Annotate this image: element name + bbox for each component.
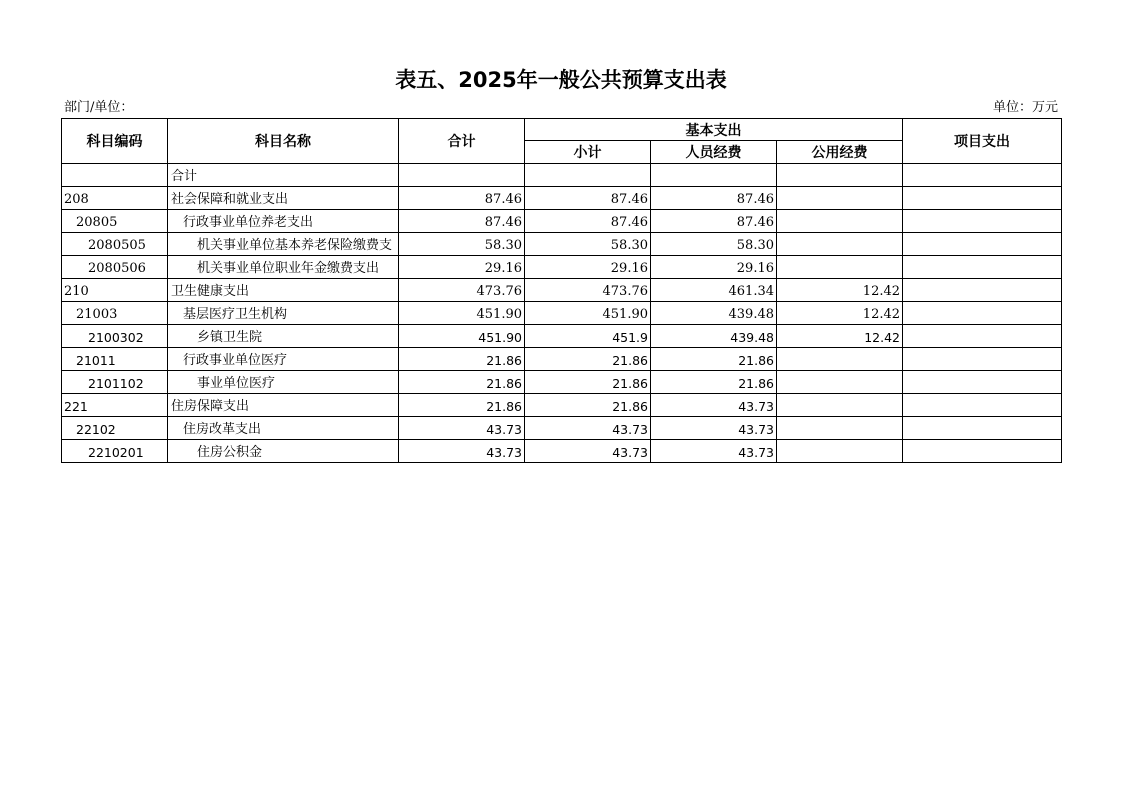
- cell-public: [777, 210, 903, 233]
- table-row: [62, 348, 1062, 371]
- cell-project: [903, 440, 1062, 463]
- cell-subtotal: 21.86: [525, 348, 651, 371]
- header-personnel: 人员经费: [651, 141, 777, 164]
- cell-name: 住房保障支出: [168, 394, 399, 417]
- cell-project: [903, 233, 1062, 256]
- cell-public: [777, 233, 903, 256]
- cell-code: 2210201: [62, 440, 168, 463]
- table-row: [62, 417, 1062, 440]
- cell-total: [399, 164, 525, 187]
- table-row: [62, 164, 1062, 187]
- header-total: 合计: [399, 119, 525, 164]
- cell-code: 210: [62, 279, 168, 302]
- table-row: [62, 371, 1062, 394]
- cell-public: 12.42: [777, 325, 903, 348]
- cell-subtotal: 87.46: [525, 210, 651, 233]
- cell-name: 乡镇卫生院: [168, 325, 399, 348]
- cell-name: 合计: [168, 164, 399, 187]
- cell-public: [777, 417, 903, 440]
- cell-project: [903, 279, 1062, 302]
- cell-project: [903, 325, 1062, 348]
- cell-project: [903, 210, 1062, 233]
- cell-name: 住房改革支出: [168, 417, 399, 440]
- cell-name: 基层医疗卫生机构: [168, 302, 399, 325]
- cell-code: 21003: [62, 302, 168, 325]
- cell-public: [777, 371, 903, 394]
- cell-personnel: 43.73: [651, 417, 777, 440]
- cell-personnel: 58.30: [651, 233, 777, 256]
- table-row: [62, 302, 1062, 325]
- cell-code: 2080505: [62, 233, 168, 256]
- cell-public: [777, 394, 903, 417]
- cell-total: 21.86: [399, 394, 525, 417]
- cell-code: 2100302: [62, 325, 168, 348]
- cell-personnel: 439.48: [651, 302, 777, 325]
- cell-public: [777, 164, 903, 187]
- cell-name: 行政事业单位医疗: [168, 348, 399, 371]
- cell-total: 87.46: [399, 187, 525, 210]
- cell-subtotal: 87.46: [525, 187, 651, 210]
- cell-total: 21.86: [399, 371, 525, 394]
- table-row: [62, 187, 1062, 210]
- cell-personnel: 439.48: [651, 325, 777, 348]
- cell-subtotal: [525, 164, 651, 187]
- cell-name: 住房公积金: [168, 440, 399, 463]
- cell-public: [777, 348, 903, 371]
- header-code: 科目编码: [62, 119, 168, 164]
- cell-total: 43.73: [399, 417, 525, 440]
- cell-total: 473.76: [399, 279, 525, 302]
- table-row: [62, 440, 1062, 463]
- cell-personnel: 87.46: [651, 210, 777, 233]
- cell-personnel: [651, 164, 777, 187]
- cell-project: [903, 371, 1062, 394]
- cell-personnel: 21.86: [651, 348, 777, 371]
- cell-public: 12.42: [777, 279, 903, 302]
- cell-code: 20805: [62, 210, 168, 233]
- cell-subtotal: 58.30: [525, 233, 651, 256]
- cell-total: 87.46: [399, 210, 525, 233]
- cell-name: 机关事业单位基本养老保险缴费支: [168, 233, 399, 256]
- cell-total: 43.73: [399, 440, 525, 463]
- header-name: 科目名称: [168, 119, 399, 164]
- cell-name: 社会保障和就业支出: [168, 187, 399, 210]
- cell-total: 451.90: [399, 325, 525, 348]
- table-row: [62, 325, 1062, 348]
- cell-code: 21011: [62, 348, 168, 371]
- header-basic: 基本支出: [525, 119, 903, 141]
- cell-project: [903, 394, 1062, 417]
- cell-personnel: 43.73: [651, 440, 777, 463]
- cell-public: 12.42: [777, 302, 903, 325]
- cell-name: 行政事业单位养老支出: [168, 210, 399, 233]
- cell-name: 事业单位医疗: [168, 371, 399, 394]
- cell-public: [777, 440, 903, 463]
- cell-subtotal: 43.73: [525, 440, 651, 463]
- cell-subtotal: 43.73: [525, 417, 651, 440]
- cell-subtotal: 473.76: [525, 279, 651, 302]
- header-public: 公用经费: [777, 141, 903, 164]
- cell-subtotal: 21.86: [525, 394, 651, 417]
- cell-personnel: 43.73: [651, 394, 777, 417]
- cell-total: 451.90: [399, 302, 525, 325]
- table-row: [62, 256, 1062, 279]
- table-row: [62, 394, 1062, 417]
- table-row: [62, 210, 1062, 233]
- cell-code: 208: [62, 187, 168, 210]
- cell-public: [777, 256, 903, 279]
- cell-project: [903, 187, 1062, 210]
- cell-project: [903, 302, 1062, 325]
- table-row: [62, 279, 1062, 302]
- cell-project: [903, 256, 1062, 279]
- header-project: 项目支出: [903, 119, 1062, 164]
- table-row: [62, 233, 1062, 256]
- cell-code: 2101102: [62, 371, 168, 394]
- cell-personnel: 87.46: [651, 187, 777, 210]
- cell-personnel: 21.86: [651, 371, 777, 394]
- cell-personnel: 461.34: [651, 279, 777, 302]
- department-label: 部门/单位：: [64, 100, 134, 115]
- cell-total: 21.86: [399, 348, 525, 371]
- cell-personnel: 29.16: [651, 256, 777, 279]
- cell-subtotal: 451.90: [525, 302, 651, 325]
- cell-public: [777, 187, 903, 210]
- cell-project: [903, 164, 1062, 187]
- cell-project: [903, 417, 1062, 440]
- header-subtotal: 小计: [525, 141, 651, 164]
- cell-subtotal: 451.9: [525, 325, 651, 348]
- document-title: 表五、2025年一般公共预算支出表: [395, 68, 727, 92]
- cell-total: 58.30: [399, 233, 525, 256]
- cell-subtotal: 29.16: [525, 256, 651, 279]
- cell-name: 卫生健康支出: [168, 279, 399, 302]
- cell-code: 221: [62, 394, 168, 417]
- unit-label: 单位：万元: [992, 100, 1058, 115]
- cell-name: 机关事业单位职业年金缴费支出: [168, 256, 399, 279]
- cell-project: [903, 348, 1062, 371]
- cell-code: 22102: [62, 417, 168, 440]
- budget-table: [61, 118, 1062, 463]
- cell-code: [62, 164, 168, 187]
- cell-subtotal: 21.86: [525, 371, 651, 394]
- cell-code: 2080506: [62, 256, 168, 279]
- cell-total: 29.16: [399, 256, 525, 279]
